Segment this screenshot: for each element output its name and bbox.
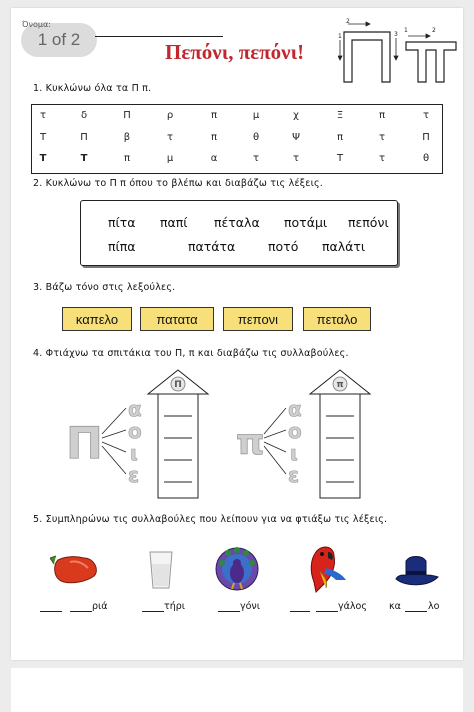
- roof-letter-lower: π: [336, 380, 344, 390]
- vowel-e: ε: [128, 463, 140, 487]
- glass-picture: [148, 550, 174, 590]
- letter-cell[interactable]: Τ: [336, 153, 344, 164]
- reading-word[interactable]: ποτάμι: [284, 215, 328, 230]
- worksheet-title: Πεπόνι, πεπόνι!: [165, 40, 305, 64]
- syllable-lo: λο: [428, 601, 440, 612]
- letter-cell[interactable]: π: [336, 132, 344, 143]
- answer-blank[interactable]: [40, 611, 62, 612]
- reading-word[interactable]: παπί: [160, 215, 188, 230]
- accent-word-tag[interactable]: καπελο: [62, 307, 132, 331]
- stroke-number: 3: [394, 31, 398, 38]
- stroke-number: 2: [432, 27, 436, 34]
- letter-cell[interactable]: π: [210, 110, 218, 121]
- letter-cell[interactable]: τ: [39, 110, 47, 121]
- section-1-title: 1. Κυκλώνω όλα τα Π π.: [33, 83, 152, 94]
- letter-cell[interactable]: τ: [292, 153, 300, 164]
- vowel-a: α: [128, 397, 142, 421]
- section-3-title: 3. Βάζω τόνο στις λεξούλες.: [33, 282, 176, 293]
- vowel-o: ο: [288, 419, 302, 443]
- reading-word[interactable]: πίπα: [108, 239, 136, 254]
- letter-cell[interactable]: μ: [252, 110, 260, 121]
- vowel-a: α: [288, 397, 302, 421]
- vowel-o: ο: [128, 419, 142, 443]
- stroke-number: 1: [338, 33, 342, 40]
- letter-cell[interactable]: Ψ: [292, 132, 300, 143]
- letter-cell[interactable]: π: [123, 153, 131, 164]
- letter-cell[interactable]: χ: [293, 110, 299, 121]
- letter-grid: [31, 104, 443, 174]
- letter-cell[interactable]: τ: [378, 153, 386, 164]
- syllable-galos: γάλος: [338, 601, 367, 612]
- letter-cell[interactable]: τ: [252, 153, 260, 164]
- letter-cell[interactable]: α: [210, 153, 218, 164]
- letter-cell[interactable]: Π: [80, 132, 88, 143]
- name-label: Όνομα:: [22, 20, 51, 29]
- letter-cell[interactable]: θ: [422, 153, 430, 164]
- reading-word[interactable]: παλάτι: [322, 239, 366, 254]
- letter-cell[interactable]: τ: [422, 110, 430, 121]
- letter-cell[interactable]: π: [210, 132, 218, 143]
- section-5-title: 5. Συμπληρώνω τις συλλαβούλες που λείπουν για να φτιάξω τις λέξεις.: [33, 514, 388, 525]
- vowel-i: ι: [130, 441, 138, 465]
- peacock-picture: [212, 545, 262, 591]
- letter-cell[interactable]: Τ: [39, 132, 47, 143]
- reading-word[interactable]: πέταλα: [214, 215, 260, 230]
- letter-cell[interactable]: Ξ: [336, 110, 344, 121]
- outline-letter-lower-pi: π: [236, 422, 265, 463]
- letter-cell[interactable]: τ: [166, 132, 174, 143]
- stroke-number: 2: [346, 18, 350, 25]
- letter-cell[interactable]: Τ: [80, 153, 88, 164]
- roof-letter-upper: Π: [174, 380, 182, 390]
- syllable-riá: ριά: [92, 601, 108, 612]
- syllable-houses: [60, 364, 410, 500]
- letter-cell[interactable]: Τ: [39, 153, 47, 164]
- letter-cell[interactable]: Π: [422, 132, 430, 143]
- reading-words-box: [80, 200, 398, 266]
- answer-blank[interactable]: [405, 611, 427, 612]
- parrot-picture: [302, 542, 352, 594]
- letter-cell[interactable]: τ: [378, 132, 386, 143]
- letter-cell[interactable]: β: [123, 132, 131, 143]
- outline-letter-upper-pi: Π: [66, 418, 103, 469]
- letter-cell[interactable]: δ: [80, 110, 88, 121]
- accent-word-tag[interactable]: πεταλο: [303, 307, 371, 331]
- answer-blank[interactable]: [70, 611, 92, 612]
- hat-picture: [392, 553, 440, 587]
- answer-blank[interactable]: [142, 611, 164, 612]
- reading-word[interactable]: πεπόνι: [348, 215, 389, 230]
- stroke-number: 1: [404, 27, 408, 34]
- answer-blank[interactable]: [316, 611, 338, 612]
- syllable-tiri: τήρι: [164, 601, 185, 612]
- name-line: [95, 36, 223, 37]
- pepper-picture: [50, 550, 100, 586]
- reading-word[interactable]: πατάτα: [188, 239, 236, 254]
- accent-word-tag[interactable]: πατατα: [140, 307, 214, 331]
- answer-blank[interactable]: [218, 611, 240, 612]
- syllable-ka: κα: [389, 601, 401, 612]
- reading-word[interactable]: ποτό: [268, 239, 299, 254]
- letter-cell[interactable]: θ: [252, 132, 260, 143]
- accent-word-tag[interactable]: πεπονι: [223, 307, 293, 331]
- letter-cell[interactable]: μ: [166, 153, 174, 164]
- page-indicator[interactable]: 1 of 2: [21, 23, 97, 57]
- section-2-title: 2. Κυκλώνω το Π π όπου το βλέπω και διαβάζω τις λέξεις.: [33, 178, 324, 189]
- vowel-e: ε: [288, 463, 300, 487]
- vowel-i: ι: [290, 441, 298, 465]
- next-page-preview: [11, 668, 463, 712]
- letter-cell[interactable]: Π: [123, 110, 131, 121]
- answer-blank[interactable]: [290, 611, 310, 612]
- letter-cell[interactable]: ρ: [166, 110, 174, 121]
- reading-word[interactable]: πίτα: [108, 215, 136, 230]
- letter-cell[interactable]: π: [378, 110, 386, 121]
- section-4-title: 4. Φτιάχνω τα σπιτάκια του Π, π και διαβάζω τις συλλαβούλες.: [33, 348, 349, 359]
- pi-stroke-guide: [338, 18, 462, 90]
- syllable-goni: γόνι: [240, 601, 260, 612]
